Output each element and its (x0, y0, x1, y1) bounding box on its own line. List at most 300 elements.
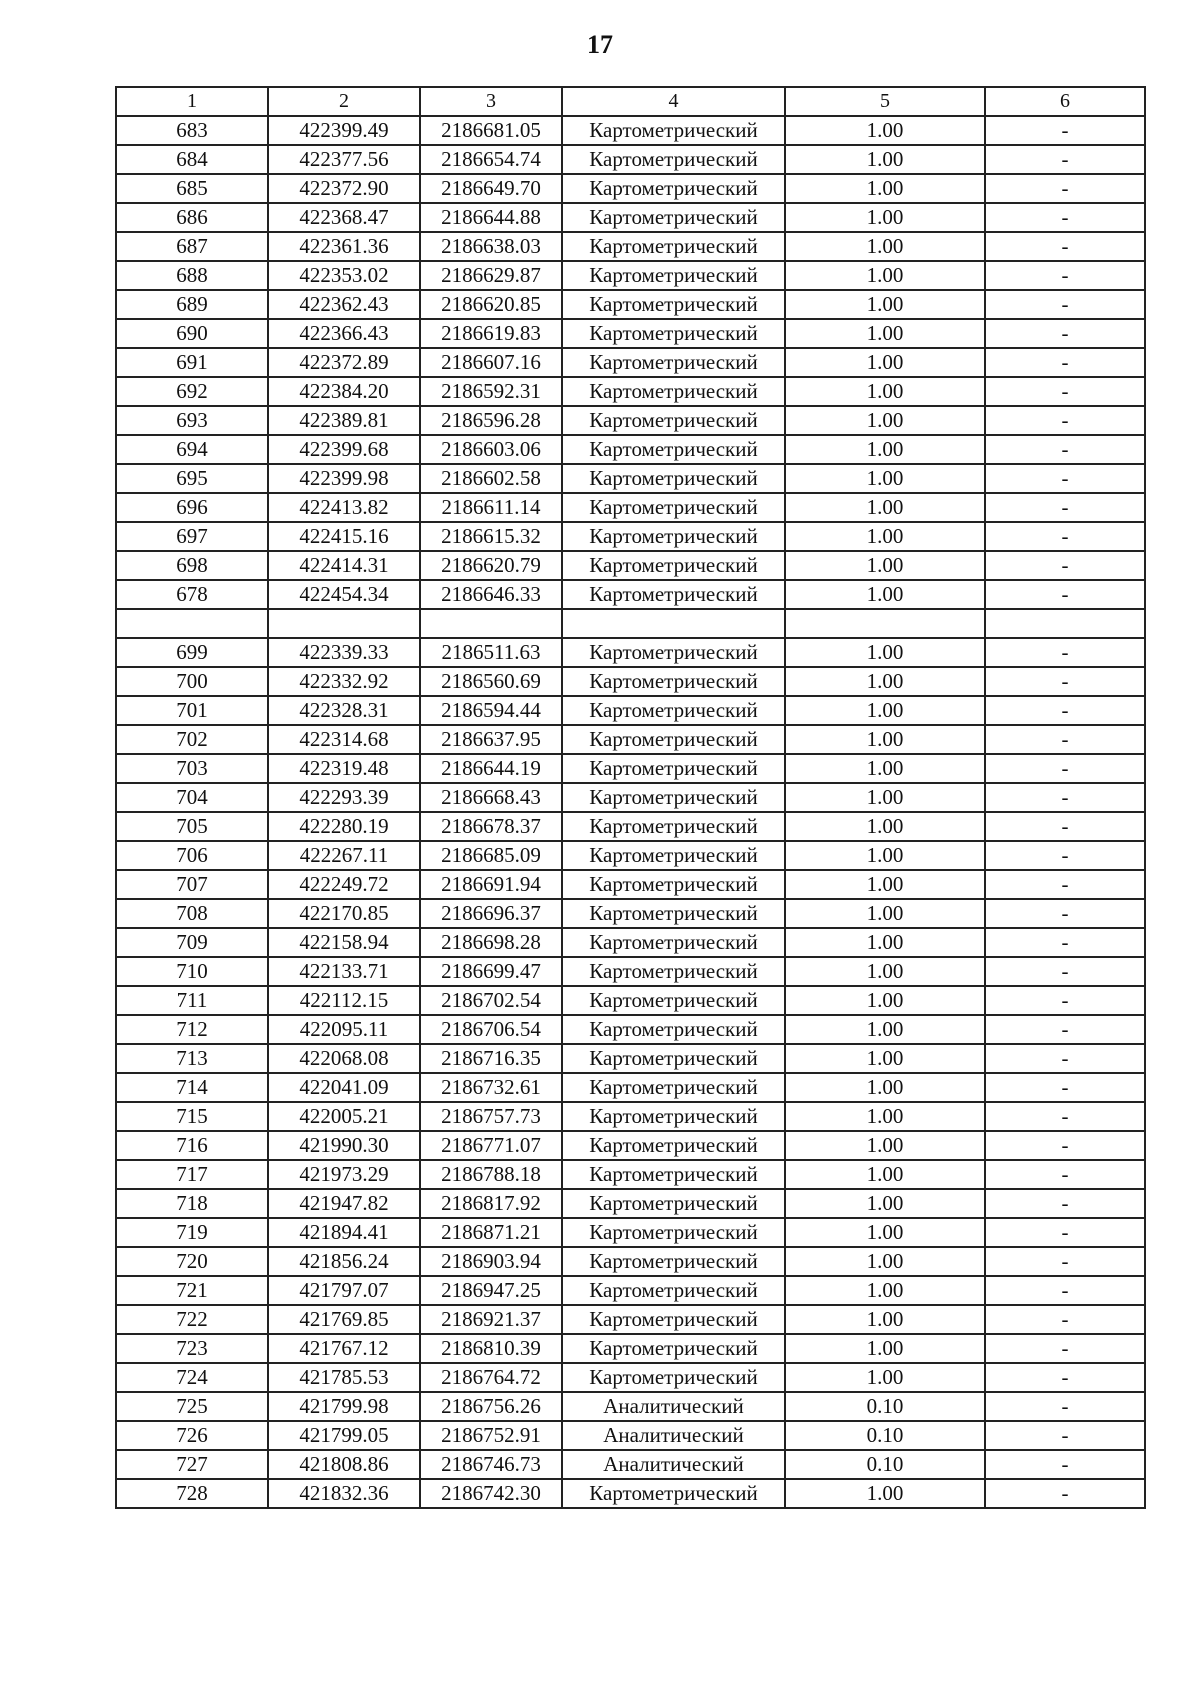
cell-y-coordinate: 2186696.37 (420, 899, 562, 928)
cell-point-number: 727 (116, 1450, 268, 1479)
table-row (116, 1102, 1145, 1131)
cell-point-number (116, 609, 268, 638)
cell-x-coordinate: 422314.68 (268, 725, 420, 754)
cell-note: - (985, 1334, 1145, 1363)
cell-point-number: 702 (116, 725, 268, 754)
cell-accuracy: 1.00 (785, 928, 985, 957)
cell-accuracy: 1.00 (785, 348, 985, 377)
cell-note: - (985, 783, 1145, 812)
cell-method: Картометрический (562, 812, 785, 841)
table-row (116, 232, 1145, 261)
cell-x-coordinate: 421990.30 (268, 1131, 420, 1160)
table-row (116, 667, 1145, 696)
cell-x-coordinate: 422339.33 (268, 638, 420, 667)
cell-method: Картометрический (562, 232, 785, 261)
cell-method: Картометрический (562, 551, 785, 580)
cell-point-number: 697 (116, 522, 268, 551)
cell-note: - (985, 899, 1145, 928)
cell-y-coordinate: 2186699.47 (420, 957, 562, 986)
cell-point-number: 728 (116, 1479, 268, 1508)
cell-accuracy: 1.00 (785, 754, 985, 783)
cell-point-number: 687 (116, 232, 268, 261)
cell-method: Картометрический (562, 1015, 785, 1044)
cell-y-coordinate: 2186716.35 (420, 1044, 562, 1073)
cell-point-number: 696 (116, 493, 268, 522)
cell-accuracy: 1.00 (785, 435, 985, 464)
cell-x-coordinate: 422361.36 (268, 232, 420, 261)
table-row (116, 174, 1145, 203)
cell-x-coordinate: 422384.20 (268, 377, 420, 406)
cell-y-coordinate: 2186603.06 (420, 435, 562, 464)
table-row (116, 1450, 1145, 1479)
cell-note: - (985, 725, 1145, 754)
cell-accuracy: 1.00 (785, 957, 985, 986)
cell-method: Картометрический (562, 1160, 785, 1189)
column-header-4: 4 (562, 87, 785, 116)
cell-note: - (985, 928, 1145, 957)
cell-point-number: 683 (116, 116, 268, 145)
cell-point-number: 705 (116, 812, 268, 841)
table-row (116, 261, 1145, 290)
table-row (116, 1392, 1145, 1421)
cell-method: Картометрический (562, 754, 785, 783)
cell-method: Картометрический (562, 928, 785, 957)
cell-point-number: 701 (116, 696, 268, 725)
cell-accuracy (785, 609, 985, 638)
cell-y-coordinate: 2186678.37 (420, 812, 562, 841)
cell-x-coordinate: 422353.02 (268, 261, 420, 290)
cell-y-coordinate: 2186691.94 (420, 870, 562, 899)
cell-y-coordinate: 2186903.94 (420, 1247, 562, 1276)
cell-point-number: 678 (116, 580, 268, 609)
cell-method: Картометрический (562, 870, 785, 899)
cell-x-coordinate: 422414.31 (268, 551, 420, 580)
column-header-1: 1 (116, 87, 268, 116)
cell-x-coordinate: 421797.07 (268, 1276, 420, 1305)
table-row (116, 580, 1145, 609)
cell-accuracy: 0.10 (785, 1392, 985, 1421)
cell-y-coordinate: 2186560.69 (420, 667, 562, 696)
cell-point-number: 715 (116, 1102, 268, 1131)
cell-y-coordinate: 2186810.39 (420, 1334, 562, 1363)
cell-note: - (985, 435, 1145, 464)
cell-point-number: 708 (116, 899, 268, 928)
cell-method: Картометрический (562, 1247, 785, 1276)
cell-method: Картометрический (562, 667, 785, 696)
cell-y-coordinate: 2186594.44 (420, 696, 562, 725)
cell-point-number: 724 (116, 1363, 268, 1392)
cell-method: Картометрический (562, 638, 785, 667)
cell-method: Картометрический (562, 1276, 785, 1305)
cell-note: - (985, 174, 1145, 203)
cell-accuracy: 1.00 (785, 783, 985, 812)
cell-method: Картометрический (562, 1131, 785, 1160)
cell-x-coordinate: 421767.12 (268, 1334, 420, 1363)
cell-point-number: 694 (116, 435, 268, 464)
cell-method: Картометрический (562, 725, 785, 754)
cell-y-coordinate: 2186871.21 (420, 1218, 562, 1247)
cell-accuracy: 1.00 (785, 1276, 985, 1305)
cell-point-number: 686 (116, 203, 268, 232)
cell-method: Картометрический (562, 1073, 785, 1102)
cell-note: - (985, 203, 1145, 232)
cell-y-coordinate: 2186615.32 (420, 522, 562, 551)
table-row (116, 1131, 1145, 1160)
cell-method: Картометрический (562, 783, 785, 812)
table-row (116, 1247, 1145, 1276)
cell-note: - (985, 1363, 1145, 1392)
table-row (116, 522, 1145, 551)
table-row (116, 435, 1145, 464)
cell-x-coordinate: 422366.43 (268, 319, 420, 348)
cell-note: - (985, 1044, 1145, 1073)
cell-note: - (985, 870, 1145, 899)
cell-point-number: 692 (116, 377, 268, 406)
cell-point-number: 706 (116, 841, 268, 870)
cell-accuracy: 1.00 (785, 319, 985, 348)
cell-accuracy: 1.00 (785, 1044, 985, 1073)
cell-x-coordinate: 421894.41 (268, 1218, 420, 1247)
cell-x-coordinate: 422332.92 (268, 667, 420, 696)
cell-y-coordinate: 2186592.31 (420, 377, 562, 406)
cell-accuracy: 1.00 (785, 696, 985, 725)
cell-method: Картометрический (562, 174, 785, 203)
cell-accuracy: 1.00 (785, 1305, 985, 1334)
cell-point-number: 721 (116, 1276, 268, 1305)
cell-note: - (985, 377, 1145, 406)
cell-point-number: 685 (116, 174, 268, 203)
cell-x-coordinate: 422068.08 (268, 1044, 420, 1073)
cell-x-coordinate: 422415.16 (268, 522, 420, 551)
cell-accuracy: 1.00 (785, 841, 985, 870)
cell-point-number: 704 (116, 783, 268, 812)
cell-point-number: 707 (116, 870, 268, 899)
cell-y-coordinate: 2186602.58 (420, 464, 562, 493)
cell-point-number: 722 (116, 1305, 268, 1334)
cell-method: Картометрический (562, 1102, 785, 1131)
cell-point-number: 711 (116, 986, 268, 1015)
cell-x-coordinate: 422413.82 (268, 493, 420, 522)
cell-y-coordinate: 2186629.87 (420, 261, 562, 290)
cell-method: Картометрический (562, 261, 785, 290)
cell-note: - (985, 1421, 1145, 1450)
cell-note: - (985, 696, 1145, 725)
cell-note: - (985, 812, 1145, 841)
cell-y-coordinate: 2186646.33 (420, 580, 562, 609)
cell-accuracy: 1.00 (785, 1073, 985, 1102)
cell-point-number: 719 (116, 1218, 268, 1247)
cell-note: - (985, 116, 1145, 145)
cell-x-coordinate: 422389.81 (268, 406, 420, 435)
cell-x-coordinate: 422041.09 (268, 1073, 420, 1102)
cell-x-coordinate: 422399.98 (268, 464, 420, 493)
table-row (116, 1160, 1145, 1189)
table-row (116, 464, 1145, 493)
table-row (116, 1421, 1145, 1450)
cell-y-coordinate: 2186752.91 (420, 1421, 562, 1450)
cell-accuracy: 1.00 (785, 638, 985, 667)
cell-accuracy: 1.00 (785, 899, 985, 928)
cell-y-coordinate: 2186637.95 (420, 725, 562, 754)
cell-note: - (985, 1160, 1145, 1189)
cell-method: Картометрический (562, 464, 785, 493)
cell-x-coordinate: 422454.34 (268, 580, 420, 609)
cell-note (985, 609, 1145, 638)
cell-method: Картометрический (562, 986, 785, 1015)
cell-point-number: 698 (116, 551, 268, 580)
cell-point-number: 691 (116, 348, 268, 377)
table-row (116, 551, 1145, 580)
cell-note: - (985, 986, 1145, 1015)
table-row (116, 290, 1145, 319)
table-row (116, 1276, 1145, 1305)
cell-accuracy: 0.10 (785, 1421, 985, 1450)
cell-y-coordinate: 2186668.43 (420, 783, 562, 812)
cell-y-coordinate: 2186706.54 (420, 1015, 562, 1044)
cell-y-coordinate: 2186607.16 (420, 348, 562, 377)
cell-x-coordinate: 421785.53 (268, 1363, 420, 1392)
cell-method: Картометрический (562, 580, 785, 609)
cell-note: - (985, 1305, 1145, 1334)
cell-note: - (985, 1450, 1145, 1479)
cell-accuracy: 1.00 (785, 1247, 985, 1276)
cell-method: Картометрический (562, 1218, 785, 1247)
cell-y-coordinate: 2186764.72 (420, 1363, 562, 1392)
cell-y-coordinate: 2186644.88 (420, 203, 562, 232)
table-row (116, 377, 1145, 406)
table-row (116, 348, 1145, 377)
cell-point-number: 710 (116, 957, 268, 986)
cell-method (562, 609, 785, 638)
cell-point-number: 699 (116, 638, 268, 667)
cell-note: - (985, 493, 1145, 522)
cell-y-coordinate: 2186638.03 (420, 232, 562, 261)
table-row (116, 203, 1145, 232)
cell-method: Картометрический (562, 319, 785, 348)
table-row (116, 754, 1145, 783)
table-row (116, 1305, 1145, 1334)
cell-note: - (985, 1276, 1145, 1305)
cell-x-coordinate: 421808.86 (268, 1450, 420, 1479)
cell-x-coordinate: 422399.68 (268, 435, 420, 464)
header-row (116, 87, 1145, 116)
cell-point-number: 717 (116, 1160, 268, 1189)
cell-method: Картометрический (562, 1189, 785, 1218)
table-header (116, 87, 1145, 116)
cell-y-coordinate: 2186685.09 (420, 841, 562, 870)
cell-x-coordinate: 422095.11 (268, 1015, 420, 1044)
cell-method: Картометрический (562, 1044, 785, 1073)
cell-y-coordinate: 2186654.74 (420, 145, 562, 174)
cell-method: Картометрический (562, 203, 785, 232)
cell-y-coordinate: 2186817.92 (420, 1189, 562, 1218)
cell-y-coordinate: 2186757.73 (420, 1102, 562, 1131)
table-row (116, 638, 1145, 667)
coordinates-table (115, 86, 1146, 1509)
table-row (116, 783, 1145, 812)
cell-note: - (985, 261, 1145, 290)
cell-x-coordinate: 422249.72 (268, 870, 420, 899)
cell-point-number: 712 (116, 1015, 268, 1044)
cell-y-coordinate: 2186649.70 (420, 174, 562, 203)
table-body (116, 116, 1145, 1508)
cell-accuracy: 0.10 (785, 1450, 985, 1479)
cell-note: - (985, 667, 1145, 696)
table-row (116, 1218, 1145, 1247)
cell-method: Картометрический (562, 522, 785, 551)
table-row (116, 957, 1145, 986)
cell-accuracy: 1.00 (785, 1102, 985, 1131)
cell-method: Картометрический (562, 377, 785, 406)
cell-method: Аналитический (562, 1450, 785, 1479)
cell-accuracy: 1.00 (785, 1015, 985, 1044)
cell-y-coordinate: 2186921.37 (420, 1305, 562, 1334)
cell-accuracy: 1.00 (785, 290, 985, 319)
cell-point-number: 684 (116, 145, 268, 174)
column-header-6: 6 (985, 87, 1145, 116)
cell-accuracy: 1.00 (785, 522, 985, 551)
table-row (116, 319, 1145, 348)
cell-x-coordinate: 422328.31 (268, 696, 420, 725)
table-row (116, 725, 1145, 754)
cell-y-coordinate: 2186771.07 (420, 1131, 562, 1160)
cell-note: - (985, 551, 1145, 580)
cell-y-coordinate: 2186756.26 (420, 1392, 562, 1421)
cell-accuracy: 1.00 (785, 1363, 985, 1392)
table-row (116, 406, 1145, 435)
cell-point-number: 723 (116, 1334, 268, 1363)
cell-accuracy: 1.00 (785, 870, 985, 899)
cell-note: - (985, 406, 1145, 435)
cell-method: Картометрический (562, 145, 785, 174)
cell-note: - (985, 290, 1145, 319)
cell-accuracy: 1.00 (785, 174, 985, 203)
cell-accuracy: 1.00 (785, 116, 985, 145)
cell-accuracy: 1.00 (785, 1131, 985, 1160)
cell-accuracy: 1.00 (785, 377, 985, 406)
cell-x-coordinate: 422133.71 (268, 957, 420, 986)
table-row (116, 1479, 1145, 1508)
cell-method: Картометрический (562, 493, 785, 522)
cell-method: Картометрический (562, 841, 785, 870)
cell-y-coordinate: 2186698.28 (420, 928, 562, 957)
cell-point-number: 716 (116, 1131, 268, 1160)
cell-point-number: 695 (116, 464, 268, 493)
table-row (116, 1015, 1145, 1044)
cell-note: - (985, 841, 1145, 870)
cell-point-number: 714 (116, 1073, 268, 1102)
cell-point-number: 720 (116, 1247, 268, 1276)
cell-y-coordinate: 2186681.05 (420, 116, 562, 145)
cell-y-coordinate: 2186644.19 (420, 754, 562, 783)
cell-x-coordinate: 421832.36 (268, 1479, 420, 1508)
cell-y-coordinate: 2186788.18 (420, 1160, 562, 1189)
cell-accuracy: 1.00 (785, 1479, 985, 1508)
cell-method: Картометрический (562, 348, 785, 377)
cell-x-coordinate: 422377.56 (268, 145, 420, 174)
cell-method: Картометрический (562, 899, 785, 928)
cell-method: Картометрический (562, 290, 785, 319)
cell-x-coordinate (268, 609, 420, 638)
cell-x-coordinate: 422319.48 (268, 754, 420, 783)
cell-note: - (985, 957, 1145, 986)
cell-note: - (985, 522, 1145, 551)
cell-accuracy: 1.00 (785, 406, 985, 435)
cell-y-coordinate: 2186596.28 (420, 406, 562, 435)
cell-point-number: 689 (116, 290, 268, 319)
table-row (116, 812, 1145, 841)
table-row (116, 609, 1145, 638)
cell-method: Картометрический (562, 406, 785, 435)
cell-method: Картометрический (562, 435, 785, 464)
cell-point-number: 726 (116, 1421, 268, 1450)
cell-y-coordinate: 2186947.25 (420, 1276, 562, 1305)
cell-y-coordinate: 2186620.85 (420, 290, 562, 319)
column-header-2: 2 (268, 87, 420, 116)
cell-point-number: 690 (116, 319, 268, 348)
cell-x-coordinate: 422368.47 (268, 203, 420, 232)
cell-accuracy: 1.00 (785, 232, 985, 261)
cell-accuracy: 1.00 (785, 145, 985, 174)
cell-accuracy: 1.00 (785, 1334, 985, 1363)
cell-x-coordinate: 422362.43 (268, 290, 420, 319)
cell-accuracy: 1.00 (785, 551, 985, 580)
cell-note: - (985, 1073, 1145, 1102)
cell-y-coordinate: 2186742.30 (420, 1479, 562, 1508)
cell-note: - (985, 1102, 1145, 1131)
cell-note: - (985, 348, 1145, 377)
cell-y-coordinate (420, 609, 562, 638)
cell-point-number: 713 (116, 1044, 268, 1073)
cell-x-coordinate: 421947.82 (268, 1189, 420, 1218)
cell-method: Картометрический (562, 1305, 785, 1334)
table-row (116, 145, 1145, 174)
cell-note: - (985, 1392, 1145, 1421)
cell-x-coordinate: 422267.11 (268, 841, 420, 870)
cell-note: - (985, 1131, 1145, 1160)
table-row (116, 986, 1145, 1015)
cell-note: - (985, 1189, 1145, 1218)
table-row (116, 928, 1145, 957)
table-row (116, 1189, 1145, 1218)
cell-method: Картометрический (562, 1363, 785, 1392)
cell-x-coordinate: 422372.90 (268, 174, 420, 203)
cell-x-coordinate: 422372.89 (268, 348, 420, 377)
cell-y-coordinate: 2186511.63 (420, 638, 562, 667)
cell-point-number: 718 (116, 1189, 268, 1218)
cell-y-coordinate: 2186620.79 (420, 551, 562, 580)
cell-x-coordinate: 421799.05 (268, 1421, 420, 1450)
cell-note: - (985, 232, 1145, 261)
cell-method: Картометрический (562, 116, 785, 145)
cell-x-coordinate: 422280.19 (268, 812, 420, 841)
cell-method: Картометрический (562, 696, 785, 725)
cell-method: Картометрический (562, 957, 785, 986)
cell-method: Аналитический (562, 1392, 785, 1421)
table-row (116, 493, 1145, 522)
table-row (116, 116, 1145, 145)
cell-y-coordinate: 2186746.73 (420, 1450, 562, 1479)
cell-y-coordinate: 2186611.14 (420, 493, 562, 522)
cell-note: - (985, 754, 1145, 783)
cell-x-coordinate: 421856.24 (268, 1247, 420, 1276)
cell-x-coordinate: 422293.39 (268, 783, 420, 812)
table-row (116, 870, 1145, 899)
cell-point-number: 700 (116, 667, 268, 696)
cell-accuracy: 1.00 (785, 1189, 985, 1218)
cell-accuracy: 1.00 (785, 261, 985, 290)
cell-method: Аналитический (562, 1421, 785, 1450)
